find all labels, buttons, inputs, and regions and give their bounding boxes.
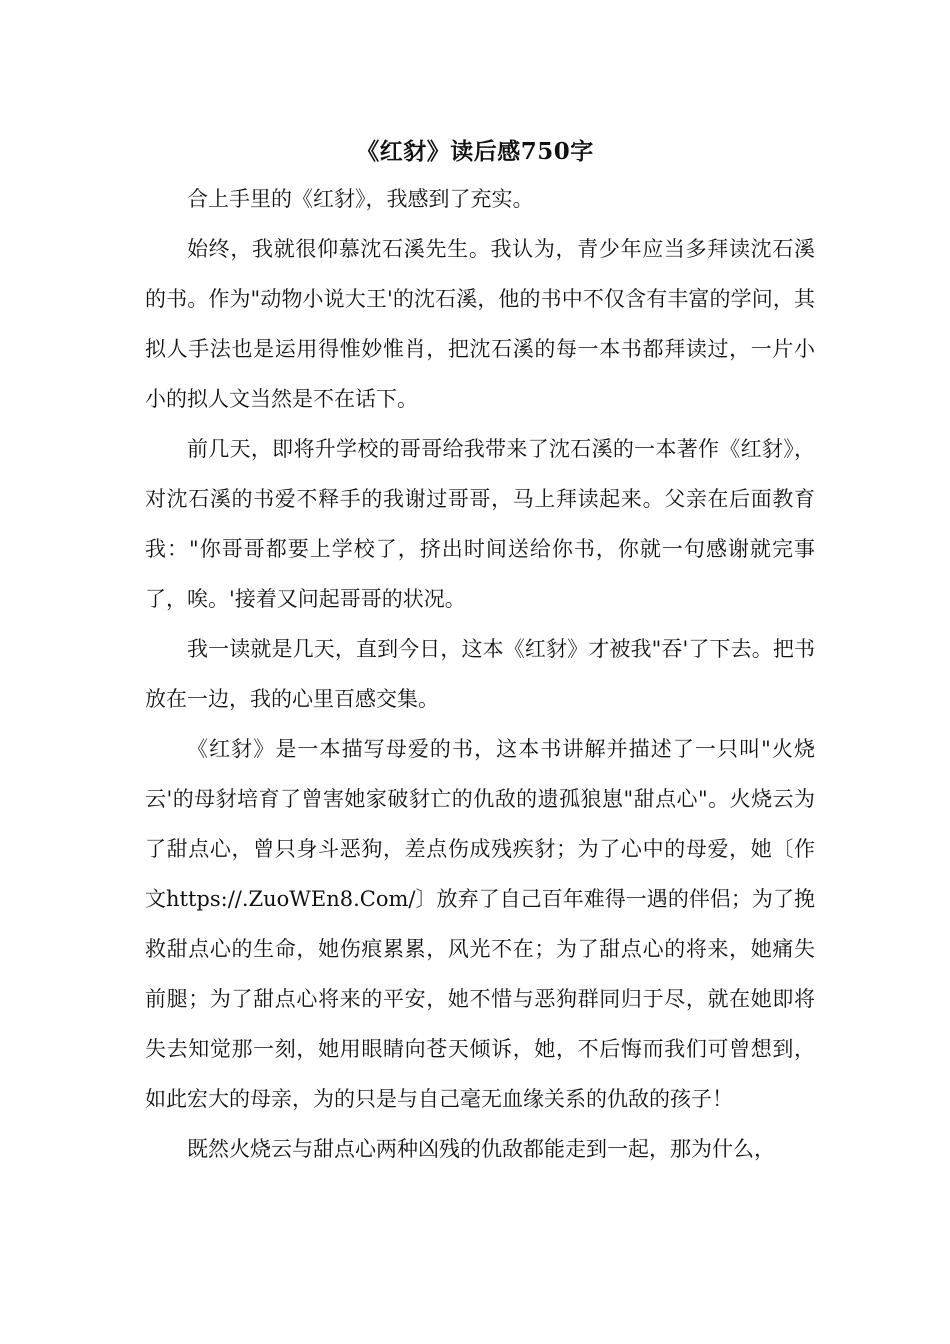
document-body [145,174,815,1174]
document-title: 《红豺》读后感750字 [356,138,594,165]
paragraph-2: 始终，我就很仰慕沈石溪先生。我认为，青少年应当多拜读沈石溪的书。作为"动物小说大王'的沈石溪，他的书中不仅含有丰富的学问，其拟人手法也是运用得惟妙惟肖，把沈石溪的每一本书都拜读过，一片小小的拟人文当然是不在话下。 [145,237,815,411]
paragraph-1: 合上手里的《红豺》，我感到了充实。 [187,187,534,211]
paragraph-6: 既然火烧云与甜点心两种凶残的仇敌都能走到一起，那为什么， [187,1137,775,1161]
paragraph-3: 前几天，即将升学校的哥哥给我带来了沈石溪的一本著作《红豺》，对沈石溪的书爱不释手的我谢过哥哥，马上拜读起来。父亲在后面教育我："你哥哥都要上学校了，挤出时间送给你书，你就一句感谢就完事了，唉。'接着又问起哥哥的状况。 [145,437,815,611]
paragraph-5: 《红豺》是一本描写母爱的书，这本书讲解并描述了一只叫"火烧云'的母豺培育了曾害她家破豺亡的仇敌的遗孤狼崽"甜点心"。火烧云为了甜点心，曾只身斗恶狗，差点伤成残疾豺；为了心中的母爱，她〔作文https://.ZuoWEn8.Com/〕放弃了自己百年难得一遇的伴侣；为了挽救甜点心的生命，她伤痕累累，风光不在；为了甜点心的将来，她痛失前腿；为了甜点心将来的平安，她不惜与恶狗群同归于尽，就在她即将失去知觉那一刻，她用眼睛向苍天倾诉，她，不后悔而我们可曾想到，如此宏大的母亲，为的只是与自己毫无血缘关系的仇敌的孩子！ [145,737,815,1111]
paragraph-4: 我一读就是几天，直到今日，这本《红豺》才被我"吞'了下去。把书放在一边，我的心里百感交集。 [145,637,815,711]
